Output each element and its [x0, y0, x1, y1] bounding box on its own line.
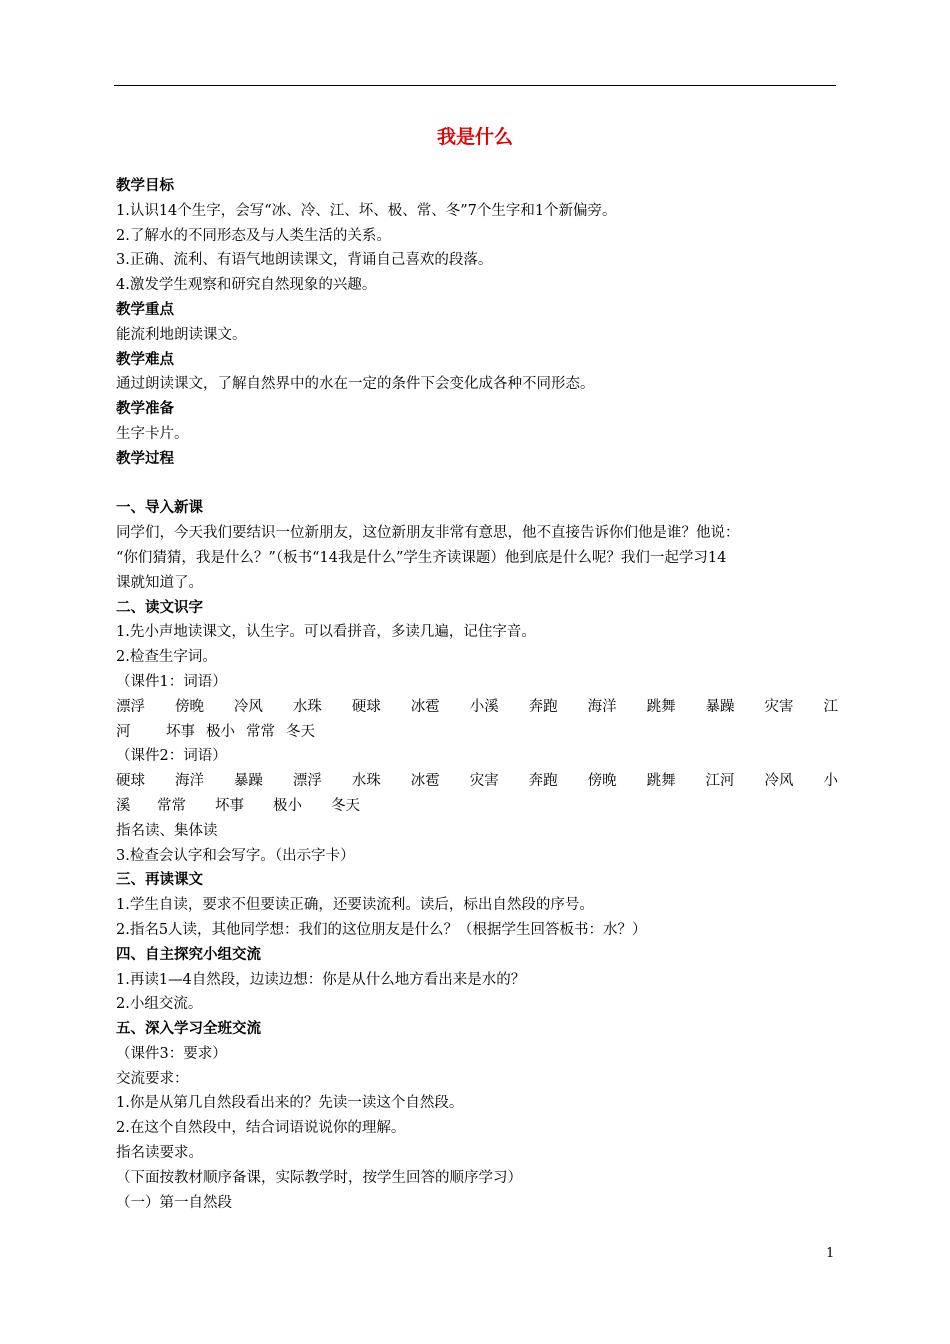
word: 跳舞 — [646, 698, 676, 715]
section-heading: 教学准备 — [116, 401, 174, 418]
word: 傍晚 — [587, 773, 617, 790]
word: 坏事 — [166, 723, 195, 740]
word: 水珠 — [292, 698, 322, 715]
blank-line — [116, 472, 838, 497]
word-list-row — [116, 794, 838, 819]
paragraph: “你们猜猜，我是什么？”（板书“14我是什么”学生齐读课题）他到底是什么呢？我们一起学习14 — [116, 549, 727, 566]
word: 跳舞 — [646, 773, 676, 790]
paragraph: 能流利地朗读课文。 — [116, 326, 247, 343]
section-heading: 四、自主探究小组交流 — [116, 946, 261, 963]
word: 溪 — [116, 797, 131, 814]
word-list-row — [116, 695, 838, 720]
word: 灾害 — [469, 773, 499, 790]
word: 江河 — [705, 773, 735, 790]
paragraph: （课件2：词语） — [116, 748, 227, 765]
word: 水珠 — [351, 773, 381, 790]
word: 暴躁 — [705, 698, 735, 715]
paragraph: 1.你是从第几自然段看出来的？先读一读这个自然段。 — [116, 1095, 464, 1112]
paragraph: 1.再读1—4自然段，边读边想：你是从什么地方看出来是水的？ — [116, 971, 526, 988]
section-heading: 教学目标 — [116, 178, 174, 194]
section-heading: 三、再读课文 — [116, 872, 203, 889]
header-rule — [114, 85, 836, 86]
word: 奔跑 — [528, 773, 558, 790]
word: 小 — [823, 773, 838, 790]
paragraph: 指名读要求。 — [116, 1145, 203, 1162]
word: 常常 — [157, 797, 186, 814]
paragraph: 1.认识14个生字，会写“冰、冷、江、坏、极、常、冬”7个生字和1个新偏旁。 — [116, 202, 617, 219]
word: 硬球 — [351, 698, 381, 715]
word-list-row — [116, 769, 838, 794]
word: 奔跑 — [528, 698, 558, 715]
paragraph: 4.激发学生观察和研究自然现象的兴趣。 — [116, 277, 377, 294]
word: 灾害 — [764, 698, 794, 715]
word: 冷风 — [764, 773, 794, 790]
paragraph: 2.了解水的不同形态及与人类生活的关系。 — [116, 227, 391, 244]
word: 傍晚 — [174, 698, 204, 715]
word: 漂浮 — [292, 773, 322, 790]
paragraph: 通过朗读课文，了解自然界中的水在一定的条件下会变化成各种不同形态。 — [116, 376, 595, 393]
word: 漂浮 — [116, 698, 145, 715]
word: 冰雹 — [410, 698, 440, 715]
paragraph: （课件1：词语） — [116, 673, 227, 690]
paragraph: 1.学生自读，要求不但要读正确，还要读流利。读后，标出自然段的序号。 — [116, 897, 594, 914]
word: 坏事 — [215, 797, 244, 814]
word: 海洋 — [587, 698, 617, 715]
paragraph: 生字卡片。 — [116, 425, 189, 442]
paragraph: （下面按教材顺序备课，实际教学时，按学生回答的顺序学习） — [116, 1169, 522, 1186]
word: 冰雹 — [410, 773, 440, 790]
word: 暴躁 — [233, 773, 263, 790]
section-heading: 教学重点 — [116, 301, 174, 318]
section-heading: 一、导入新课 — [116, 500, 203, 517]
paragraph: 交流要求： — [116, 1070, 189, 1087]
paragraph: 2.检查生字词。 — [116, 649, 217, 666]
word: 极小 — [206, 723, 235, 740]
word: 冷风 — [233, 698, 263, 715]
section-heading: 教学过程 — [116, 450, 174, 467]
word: 冬天 — [331, 797, 360, 814]
paragraph: 3.正确、流利、有语气地朗读课文，背诵自己喜欢的段落。 — [116, 252, 493, 269]
paragraph: 2.在这个自然段中，结合词语说说你的理解。 — [116, 1120, 406, 1137]
paragraph: 2.指名5人读，其他同学想：我们的这位朋友是什么？（根据学生回答板书：水？） — [116, 921, 647, 938]
page-title: 我是什么 — [436, 126, 513, 148]
paragraph: 1.先小声地读课文，认生字。可以看拼音，多读几遍，记住字音。 — [116, 624, 536, 641]
paragraph: （一）第一自然段 — [116, 1194, 232, 1211]
paragraph: 指名读、集体读 — [116, 822, 218, 839]
word: 海洋 — [174, 773, 204, 790]
paragraph: 同学们，今天我们要结识一位新朋友，这位新朋友非常有意思，他不直接告诉你们他是谁？他说： — [116, 525, 740, 542]
paragraph: 课就知道了。 — [116, 574, 203, 591]
section-heading: 教学难点 — [116, 351, 174, 368]
section-heading: 五、深入学习全班交流 — [116, 1021, 261, 1038]
word: 小溪 — [469, 698, 499, 715]
paragraph: 3.检查会认字和会写字。（出示字卡） — [116, 847, 355, 864]
word: 河 — [116, 723, 131, 740]
word: 极小 — [273, 797, 302, 814]
word: 常常 — [246, 723, 275, 740]
section-heading: 二、读文识字 — [116, 599, 203, 616]
page-number: 1 — [826, 1246, 835, 1261]
paragraph: （课件3：要求） — [116, 1045, 227, 1062]
paragraph: 2.小组交流。 — [116, 996, 203, 1013]
word-list-row — [116, 720, 838, 745]
word: 冬天 — [286, 723, 315, 740]
word: 江 — [823, 698, 838, 715]
word: 硬球 — [116, 773, 145, 790]
document-body — [116, 174, 838, 1215]
